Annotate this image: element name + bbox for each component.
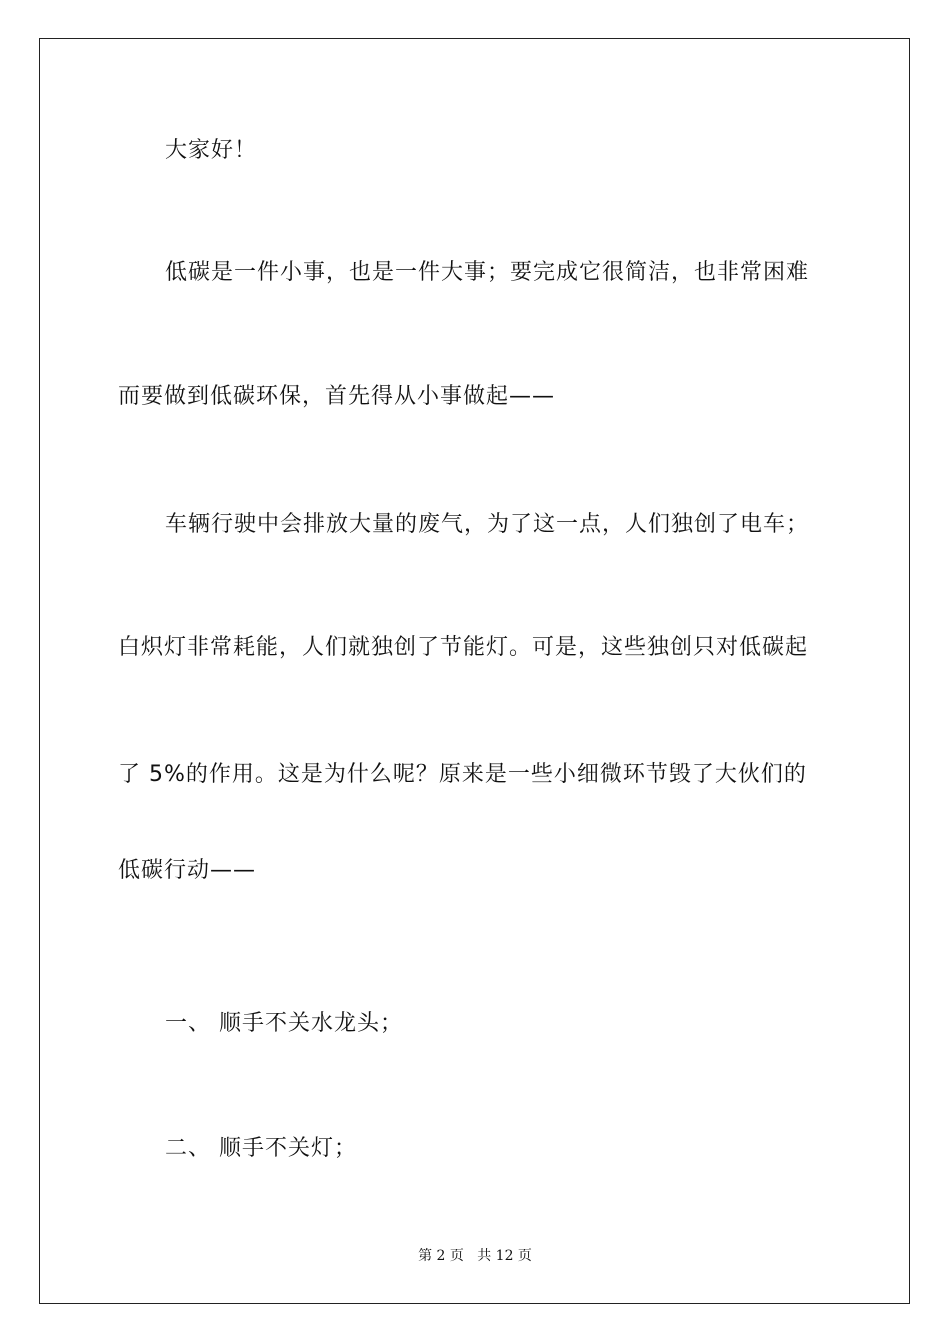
paragraph-line-1: 低碳是一件小事，也是一件大事；要完成它很简洁，也非常困难 [165, 260, 810, 285]
paragraph-line-greeting: 大家好！ [165, 138, 258, 163]
paragraph-line-3: 车辆行驶中会排放大量的废气，为了这一点，人们独创了电车； [165, 512, 810, 537]
paragraph-line-5: 了 5%的作用。这是为什么呢？原来是一些小细微环节毁了大伙们的 [118, 762, 807, 787]
list-item-2: 二、 顺手不关灯； [165, 1136, 357, 1161]
list-item-1: 一、 顺手不关水龙头； [165, 1011, 403, 1036]
page-number-footer: 第 2 页 共 12 页 [418, 1248, 532, 1264]
page-border [39, 38, 910, 1304]
paragraph-line-4: 白炽灯非常耗能，人们就独创了节能灯。可是，这些独创只对低碳起 [118, 635, 809, 660]
paragraph-line-2: 而要做到低碳环保，首先得从小事做起—— [118, 384, 556, 409]
paragraph-line-6: 低碳行动—— [118, 858, 257, 883]
